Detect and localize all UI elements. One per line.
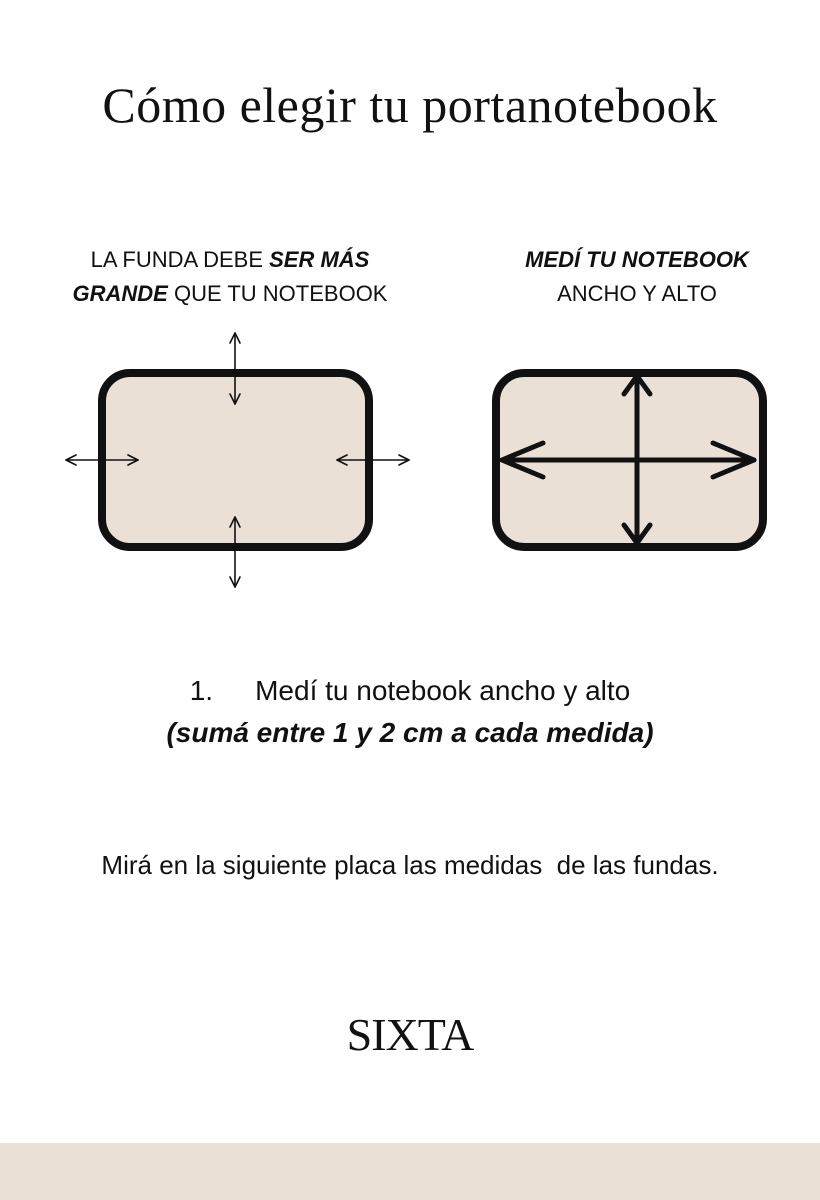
- step-text: Medí tu notebook ancho y alto: [255, 675, 631, 706]
- info-text: Mirá en la siguiente placa las medidas de las fundas.: [101, 850, 719, 880]
- left-caption-emphasis-2: GRANDE: [72, 281, 168, 306]
- measure-arrows-icon: [496, 373, 763, 547]
- left-caption-plain-1: LA FUNDA DEBE: [90, 247, 270, 272]
- page-title: Cómo elegir tu portanotebook: [102, 77, 718, 133]
- expand-arrows-icon: [66, 333, 409, 587]
- footer-band: [0, 1143, 820, 1200]
- step-note: (sumá entre 1 y 2 cm a cada medida): [166, 717, 654, 748]
- right-caption-emphasis-1: MEDÍ TU NOTEBOOK: [525, 247, 749, 272]
- left-caption-plain-2: QUE TU NOTEBOOK: [167, 281, 388, 306]
- brand-logo: SIXTA: [346, 1009, 474, 1060]
- step-line: [0, 670, 820, 712]
- right-caption-plain-2: ANCHO Y ALTO: [557, 281, 717, 306]
- step-number: 1.: [189, 675, 214, 706]
- left-caption-emphasis-1: SER MÁS: [269, 247, 370, 272]
